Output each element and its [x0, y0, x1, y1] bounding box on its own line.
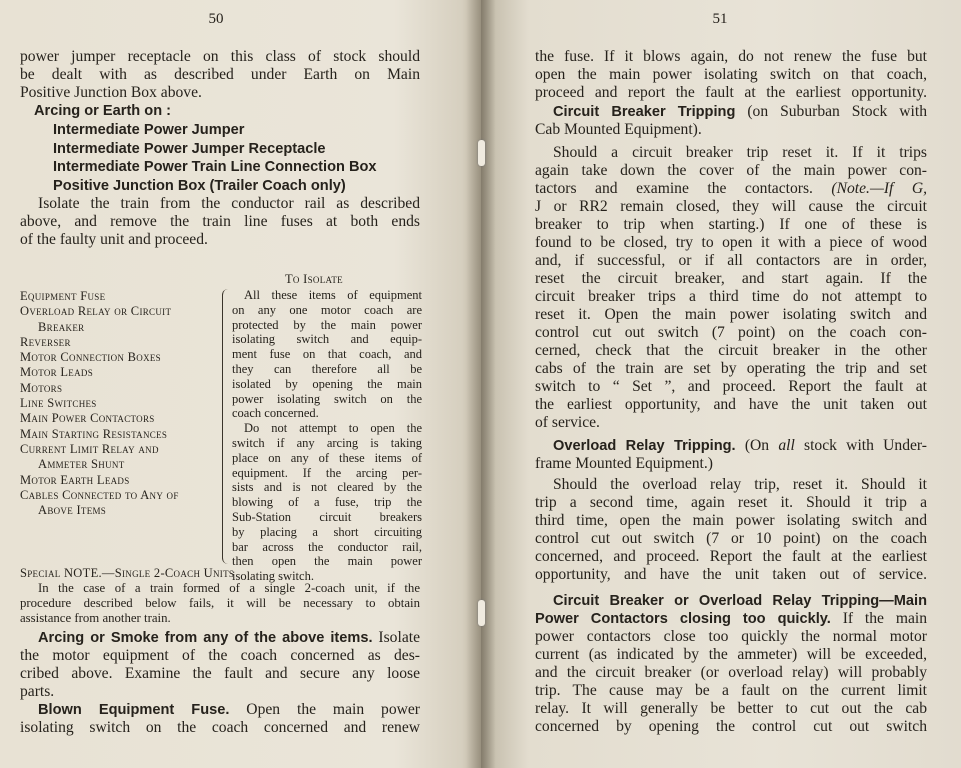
- equipment-item: Breaker: [38, 319, 85, 334]
- isolate-line: ment fuse on that coach, and: [232, 347, 422, 362]
- paragraph-line: frame Mounted Equipment.): [535, 455, 713, 472]
- paragraph-line: [535, 610, 927, 628]
- paragraph-line: trip a second time, again reset it. Should it trip a: [535, 494, 927, 511]
- equipment-item: Overload Relay or Circuit: [20, 304, 172, 319]
- isolate-line: by placing a short circuiting: [232, 524, 422, 539]
- equipment-item: Cables Connected to Any of: [20, 487, 179, 502]
- paragraph-line: cabs of the train are set by operating the trip and set: [535, 360, 927, 377]
- paragraph-text: tactors and examine the contactors.: [535, 180, 813, 197]
- equipment-item: Ammeter Shunt: [38, 457, 125, 472]
- section-heading: Power Contactors closing too quickly.: [535, 611, 831, 627]
- paragraph-line: control cut out switch (7 point) on the coach con-: [535, 324, 927, 341]
- section-heading: Arcing or Smoke from any of the above items.: [38, 630, 373, 646]
- paragraph-line: reset it. Open the main power isolating switch and: [535, 306, 927, 323]
- paragraph-text: Open the main power: [229, 701, 420, 718]
- equipment-item: Main Starting Resistances: [20, 426, 168, 441]
- isolate-line: isolated by opening the main: [232, 376, 422, 391]
- isolate-line: they can therefore all be: [232, 361, 422, 376]
- paragraph-line: relay. It will generally be better to cut out the cab: [535, 700, 927, 717]
- isolate-line: isolating switch and equip-: [232, 332, 422, 347]
- paragraph-line: switch to “ Set ”, and proceed. Report the fault at: [535, 378, 927, 395]
- paragraph-line: cribed above. Examine the fault and secure any loose: [20, 665, 420, 682]
- isolate-line: bar across the conductor rail,: [232, 539, 422, 554]
- heading-item: Intermediate Power Jumper: [53, 122, 245, 138]
- section-heading: Circuit Breaker Tripping: [553, 104, 736, 120]
- emphasis-text: all: [778, 437, 795, 454]
- equipment-item: Reverser: [20, 334, 71, 349]
- paragraph-line: Should a circuit breaker trip reset it. If it trips: [553, 144, 927, 161]
- equipment-item: Current Limit Relay and: [20, 441, 159, 456]
- special-note-line: In the case of a train formed of a single 2-coach unit, if the: [38, 581, 420, 595]
- paragraph-line: power contactors close too quickly the normal motor: [535, 628, 927, 645]
- binding-stitch: [478, 600, 485, 626]
- equipment-item: Main Power Contactors: [20, 411, 155, 426]
- paragraph-line: isolating switch on the coach concerned and renew: [20, 719, 420, 736]
- paragraph-line: the earliest opportunity, and have the unit taken out: [535, 396, 927, 413]
- isolate-line: on any one motor coach are: [232, 302, 422, 317]
- note-text: (Note.—If G,: [812, 180, 928, 197]
- section-heading: Overload Relay Tripping.: [553, 438, 736, 454]
- paragraph-line: [20, 629, 420, 647]
- isolate-line: power isolating switch on the: [232, 391, 422, 406]
- paragraph-line: of service.: [535, 414, 600, 431]
- to-isolate-title: To Isolate: [285, 272, 343, 286]
- section-heading: Arcing or Earth on :: [34, 103, 172, 119]
- section-heading: Circuit Breaker or Overload Relay Tripping—Main: [553, 593, 927, 609]
- page-number-left: 50: [208, 11, 224, 27]
- section-heading: Blown Equipment Fuse.: [38, 702, 230, 718]
- paragraph-text: Isolate: [372, 629, 420, 646]
- isolate-line: switch if any arcing is taking: [232, 435, 422, 450]
- isolate-line: All these items of equipment: [244, 288, 422, 302]
- special-note-line: procedure described below fails, it will be necessary to obtain: [20, 596, 420, 610]
- paragraph-line: the motor equipment of the coach concerned as des-: [20, 647, 420, 664]
- paragraph-line: breaker to trip when starting.) If one of these is: [535, 216, 927, 233]
- paragraph-line: third time, open the main power isolating switch and: [535, 512, 927, 529]
- paragraph-text: If the main: [830, 610, 928, 627]
- equipment-list: [20, 289, 225, 518]
- paragraph-line: [535, 180, 927, 198]
- paragraph-line: concerned, and proceed. Report the fault at the earliest: [535, 548, 927, 565]
- paragraph-line: concerned by opening the control cut out switch: [535, 718, 927, 735]
- paragraph-line: current (as indicated by the ammeter) will be exceeded,: [535, 646, 927, 663]
- equipment-item: Motor Leads: [20, 365, 94, 380]
- heading-item: Intermediate Power Train Line Connection Box: [53, 159, 377, 175]
- paragraph-line: power jumper receptacle on this class of stock should: [20, 48, 420, 65]
- paragraph-line: proceed and report the fault at the earliest opportunity.: [535, 84, 927, 101]
- paragraph-line: [535, 437, 927, 455]
- paragraph-line: the fuse. If it blows again, do not renew the fuse but: [535, 48, 927, 65]
- paragraph-line: control cut out switch (7 or 10 point) on the coach: [535, 530, 927, 547]
- paragraph-line: circuit breaker trips a third time do not attempt to: [535, 288, 927, 305]
- equipment-item: Motor Earth Leads: [20, 472, 130, 487]
- left-body-lower: [20, 566, 420, 737]
- paragraph-text: (On all stock with Under-: [735, 437, 927, 454]
- paragraph-line: open the main power isolating switch on that coach,: [535, 66, 927, 83]
- paragraph-line: and, if successful, or if all contactors are in order,: [535, 252, 927, 269]
- isolate-text: [232, 288, 422, 584]
- heading-item: Intermediate Power Jumper Receptacle: [53, 140, 326, 157]
- paragraph-line: opportunity, and have the unit taken out of service.: [535, 566, 927, 583]
- equipment-item: Motor Connection Boxes: [20, 350, 161, 365]
- isolate-line: protected by the main power: [232, 317, 422, 332]
- heading-item: Positive Junction Box (Trailer Coach only): [53, 177, 346, 194]
- special-note-line: assistance from another train.: [20, 611, 171, 625]
- paragraph-line: [535, 103, 927, 121]
- isolate-line: then open the main power: [232, 554, 422, 569]
- page-number-right: 51: [712, 11, 728, 27]
- paragraph-line: Cab Mounted Equipment).: [535, 121, 702, 138]
- special-note-title: Special NOTE.—Single 2-Coach Units: [20, 566, 235, 580]
- right-body: [535, 48, 927, 736]
- isolate-line: sists and is not cleared by the: [232, 480, 422, 495]
- paragraph-line: of the faulty unit and proceed.: [20, 231, 208, 248]
- equipment-item: Above Items: [38, 503, 107, 518]
- paragraph-line: and the circuit breaker (or overload relay) will probably: [535, 664, 927, 681]
- paragraph-line: J or RR2 remain closed, they will cause the circuit: [535, 198, 927, 215]
- equipment-item: Motors: [20, 380, 63, 395]
- isolate-line: blowing of a fuse, trip the: [232, 495, 422, 510]
- paragraph-text: (on Suburban Stock with: [735, 103, 927, 120]
- paragraph-line: Should the overload relay trip, reset it. Should it: [553, 476, 927, 493]
- paragraph-line: be dealt with as described under Earth on Main: [20, 66, 420, 83]
- isolate-line: Sub-Station circuit breakers: [232, 509, 422, 524]
- isolate-line: place on any of these items of: [232, 450, 422, 465]
- paragraph-line: Positive Junction Box above.: [20, 84, 202, 101]
- isolate-line: isolating switch.: [232, 569, 314, 584]
- isolate-line: equipment. If the arcing per-: [232, 465, 422, 480]
- paragraph-line: cerned, check that the circuit breaker in the other: [535, 342, 927, 359]
- brace: [222, 289, 229, 564]
- isolate-line: Do not attempt to open the: [244, 421, 422, 436]
- paragraph-line: above, and remove the train line fuses at both ends: [20, 213, 420, 230]
- paragraph-line: trip. The cause may be a fault on the current limit: [535, 682, 927, 699]
- left-body: [20, 48, 420, 249]
- paragraph-line: parts.: [20, 683, 55, 700]
- binding-stitch: [478, 140, 485, 166]
- equipment-item: Line Switches: [20, 396, 97, 411]
- equipment-item: Equipment Fuse: [20, 289, 106, 303]
- paragraph-line: found to be closed, try to open it with a piece of wood: [535, 234, 927, 251]
- paragraph-line: Isolate the train from the conductor rail as described: [38, 195, 420, 212]
- paragraph-line: reset the circuit breaker, and start again. If the: [535, 270, 927, 287]
- paragraph-line: again take down the cover of the main power con-: [535, 162, 927, 179]
- paragraph-line: [20, 701, 420, 719]
- isolate-line: coach concerned.: [232, 406, 319, 421]
